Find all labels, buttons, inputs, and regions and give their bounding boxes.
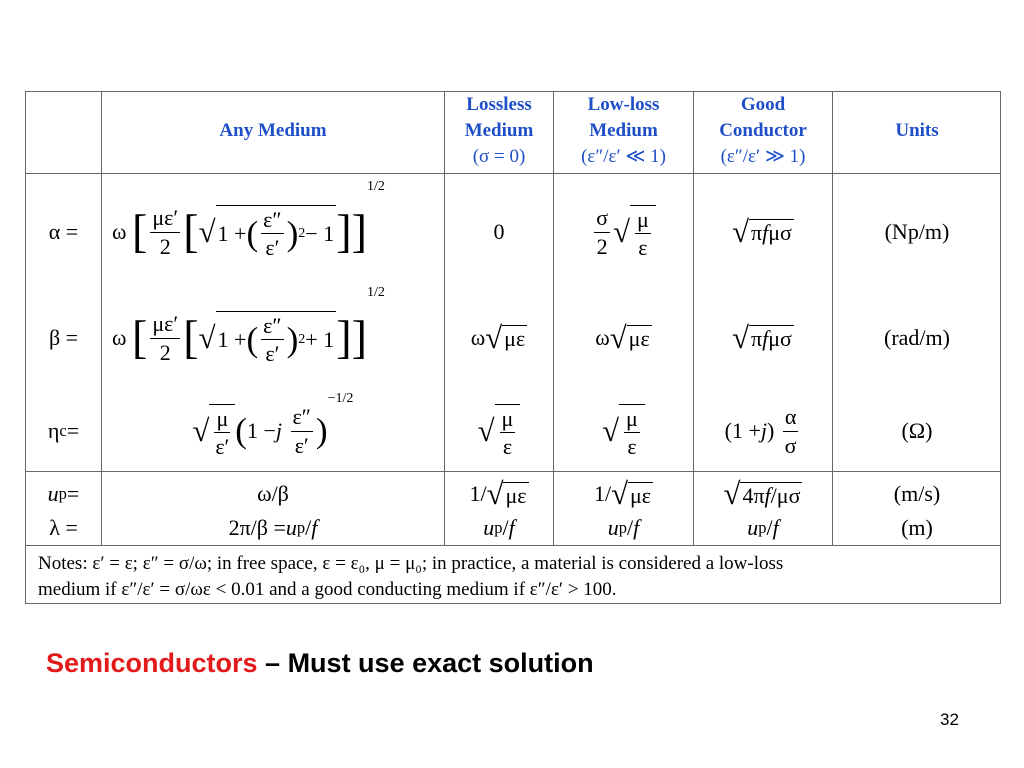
header-low-loss: Low-loss Medium (ε″/ε′ ≪ 1) — [581, 94, 666, 167]
header-units: Units — [895, 120, 939, 141]
header-good-conductor: Good Conductor (ε″/ε′ ≫ 1) — [719, 94, 807, 167]
lambda-lossless: u p / f — [483, 515, 515, 540]
alpha-lossless: 0 — [493, 219, 505, 244]
lambda-good-conductor: u p / f — [747, 515, 779, 540]
row-label-beta: β = — [48, 325, 79, 350]
header-lossless: Lossless Medium (σ = 0) — [464, 94, 534, 167]
slide-subtitle — [46, 648, 594, 679]
alpha-low-loss: $\frac{\sigma}{2}$ √ $\frac{\mu}{\varepsilon}$ — [554, 182, 693, 282]
up-units: (m/s) — [893, 481, 941, 506]
col-divider — [101, 92, 102, 545]
eta-units: (Ω) — [901, 418, 933, 443]
row-label-alpha: α = — [48, 219, 79, 244]
subtitle-rest: – Must use exact solution — [257, 648, 594, 678]
header-divider — [26, 173, 1000, 174]
lambda-any-medium: 2π/β = u p / f — [228, 515, 318, 540]
alpha-good-conductor: √ π f μσ — [732, 214, 792, 249]
up-any-medium: ω/β — [257, 481, 289, 506]
beta-good-conductor: √ π f μσ — [732, 320, 792, 355]
beta-any-medium: ω [ $\frac{\mu\varepsilon'}{2}$ [ √ 1 + ( $\frac{\varepsilon''}{\varepsilon'}$ ) 2 + 1 ]] 1/2 — [112, 285, 385, 366]
header-any-medium: Any Medium — [219, 120, 327, 141]
beta-low-loss: ω √ με — [595, 320, 650, 355]
eta-low-loss: √ $\frac{\mu}{\varepsilon}$ — [554, 392, 693, 470]
notes-line-2: medium if ε″/ε′ = σ/ωε < 0.01 and a good conducting medium if ε″/ε′ > 100. — [38, 579, 617, 600]
row-label-lambda: λ = — [49, 515, 78, 540]
up-lossless: 1/ √ με — [469, 476, 527, 511]
beta-lossless: ω √ με — [470, 320, 526, 355]
formula-table — [25, 91, 1001, 604]
beta-units: (rad/m) — [884, 325, 950, 350]
notes-divider — [26, 545, 1000, 546]
row-label-up: u p = — [47, 481, 80, 506]
eta-lossless: √ $\frac{\mu}{\varepsilon}$ — [445, 392, 553, 470]
page-number: 32 — [940, 710, 959, 729]
lambda-units: (m) — [901, 515, 933, 540]
alpha-units: (Np/m) — [884, 219, 950, 244]
section-divider — [26, 471, 1000, 472]
notes-line-1: Notes: ε′ = ε; ε″ = σ/ω; in free space, ε = ε₀, μ = μ₀; in practice, a material is considered a low-loss — [38, 553, 784, 574]
lambda-low-loss: u p / f — [607, 515, 640, 540]
alpha-any-medium: ω [ $\frac{\mu\varepsilon'}{2}$ [ √ 1 + ( $\frac{\varepsilon''}{\varepsilon'}$ ) 2 − 1 ]] 1/2 — [112, 179, 385, 260]
eta-good-conductor: (1 + j ) $\frac{\alpha}{\sigma}$ — [724, 404, 797, 458]
up-good-conductor: √ 4π f /μσ — [723, 476, 801, 511]
up-low-loss: 1/ √ με — [593, 476, 652, 511]
row-label-eta: η c = — [47, 418, 80, 443]
eta-any-medium: √ $\frac{\mu}{\varepsilon'}$ ( 1 − j $\frac{\varepsilon''}{\varepsilon'}$ ) −1/2 — [192, 391, 354, 459]
subtitle-highlight: Semiconductors — [46, 648, 258, 678]
table-notes — [38, 551, 993, 603]
